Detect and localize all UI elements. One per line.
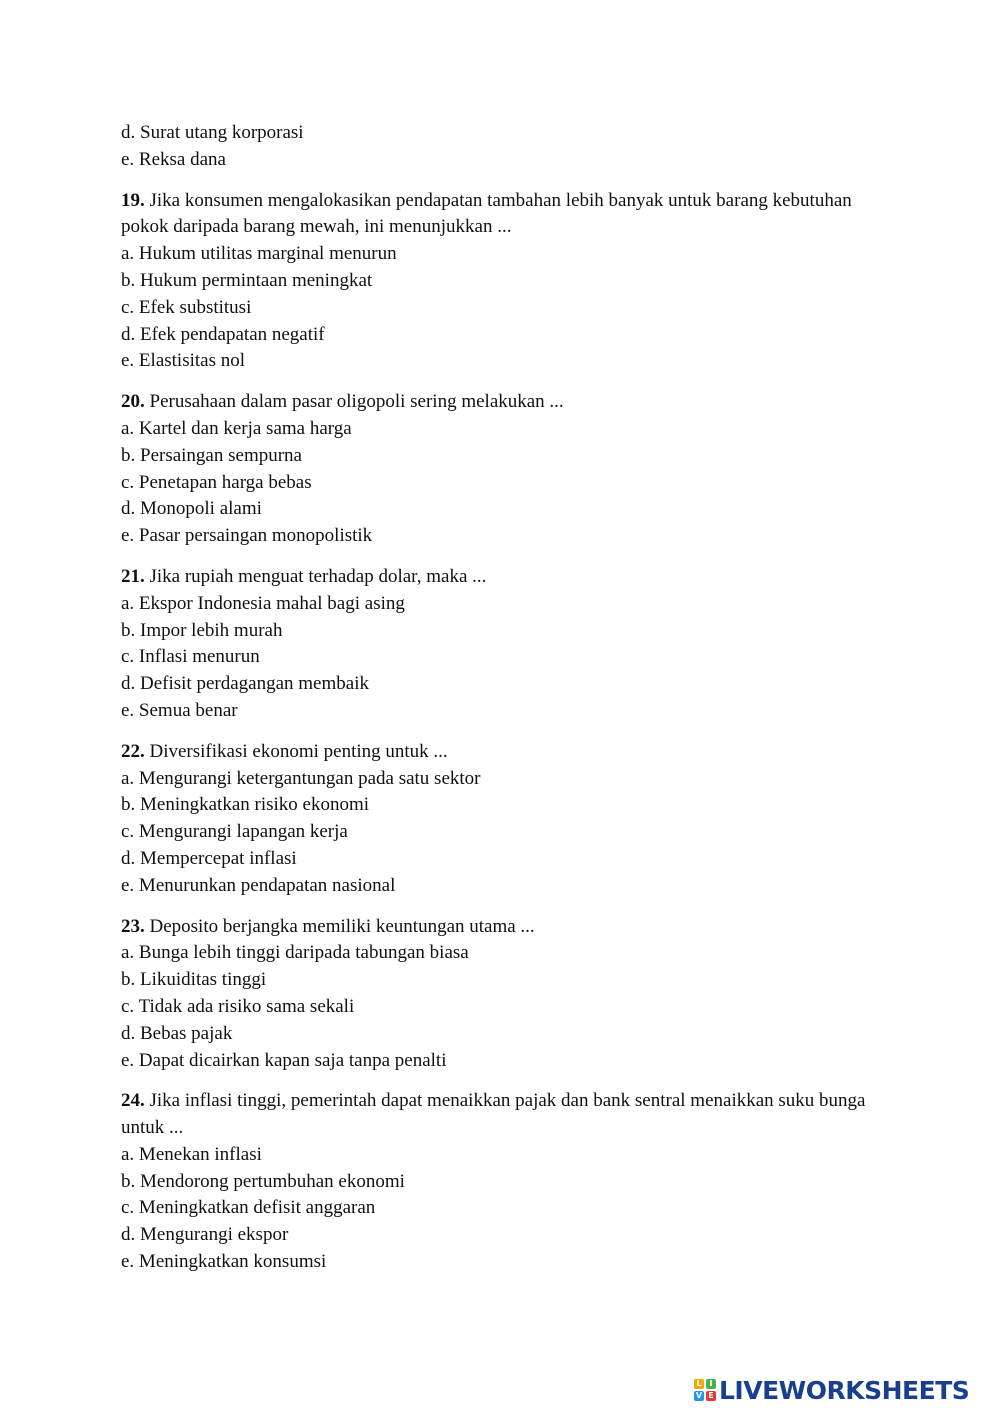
option-e: e. Pasar persaingan monopolistik [121, 525, 373, 547]
option: e. Reksa dana [121, 148, 226, 170]
option-d: d. Mempercepat inflasi [121, 847, 297, 869]
option-c: c. Mengurangi lapangan kerja [121, 821, 348, 843]
option-d: d. Mengurangi ekspor [121, 1224, 289, 1246]
question-number: 22. [121, 740, 145, 762]
option-a: a. Ekspor Indonesia mahal bagi asing [121, 592, 405, 614]
question-number: 21. [121, 565, 145, 587]
option-e: e. Meningkatkan konsumsi [121, 1251, 327, 1273]
question-text: Jika inflasi tinggi, pemerintah dapat menaikkan pajak dan bank sentral menaikkan suku bunga untuk ... [121, 1090, 866, 1139]
liveworksheets-logo-icon [694, 1379, 716, 1401]
option-d: d. Bebas pajak [121, 1022, 233, 1044]
worksheet-content [121, 120, 881, 1276]
option-b: b. Meningkatkan risiko ekonomi [121, 794, 370, 816]
option-b: b. Persaingan sempurna [121, 444, 302, 466]
option-d: d. Efek pendapatan negatif [121, 323, 325, 345]
logo-tile: I [706, 1379, 716, 1389]
question-22 [121, 739, 881, 900]
question-stem [121, 739, 881, 766]
option-e: e. Elastisitas nol [121, 350, 246, 372]
question-stem [121, 564, 881, 591]
question-stem [121, 389, 881, 416]
question-number: 20. [121, 391, 145, 413]
option-d: d. Monopoli alami [121, 498, 262, 520]
option: d. Surat utang korporasi [121, 122, 304, 143]
option-a: a. Kartel dan kerja sama harga [121, 417, 352, 439]
question-text: Diversifikasi ekonomi penting untuk ... [149, 740, 448, 762]
logo-text: LIVEWORKSHEETS [719, 1375, 970, 1405]
continuation-options [121, 120, 881, 174]
option-a: a. Mengurangi ketergantungan pada satu sektor [121, 767, 481, 789]
question-number: 19. [121, 189, 145, 211]
option-b: b. Likuiditas tinggi [121, 969, 267, 991]
option-e: e. Dapat dicairkan kapan saja tanpa penalti [121, 1049, 447, 1071]
option-c: c. Tidak ada risiko sama sekali [121, 995, 355, 1017]
logo-tile: E [706, 1391, 716, 1401]
option-c: c. Meningkatkan defisit anggaran [121, 1197, 376, 1219]
question-text: Perusahaan dalam pasar oligopoli sering melakukan ... [149, 391, 564, 413]
question-23 [121, 914, 881, 1075]
option-d: d. Defisit perdagangan membaik [121, 673, 369, 695]
option-e: e. Semua benar [121, 699, 238, 721]
option-c: c. Inflasi menurun [121, 646, 260, 668]
logo-tile: V [695, 1391, 703, 1400]
question-text: Jika rupiah menguat terhadap dolar, maka ... [149, 565, 487, 587]
question-number: 24. [121, 1090, 145, 1112]
option-b: b. Hukum permintaan meningkat [121, 269, 373, 291]
option-c: c. Penetapan harga bebas [121, 471, 312, 493]
option-b: b. Impor lebih murah [121, 619, 283, 641]
option-e: e. Menurunkan pendapatan nasional [121, 874, 396, 896]
question-stem [121, 1088, 881, 1142]
question-text: Deposito berjangka memiliki keuntungan utama ... [149, 915, 535, 937]
option-a: a. Bunga lebih tinggi daripada tabungan biasa [121, 942, 469, 964]
option-c: c. Efek substitusi [121, 296, 252, 318]
option-b: b. Mendorong pertumbuhan ekonomi [121, 1170, 405, 1192]
liveworksheets-logo [694, 1376, 969, 1404]
question-19 [121, 188, 881, 376]
question-20 [121, 389, 881, 550]
question-21 [121, 564, 881, 725]
question-stem [121, 188, 881, 242]
option-a: a. Menekan inflasi [121, 1143, 262, 1165]
question-24 [121, 1088, 881, 1276]
question-stem [121, 914, 881, 941]
option-a: a. Hukum utilitas marginal menurun [121, 243, 397, 265]
question-text: Jika konsumen mengalokasikan pendapatan tambahan lebih banyak untuk barang kebutuhan pokok daripada barang mewah, ini menunjukkan ... [121, 189, 852, 238]
logo-tile: L [694, 1379, 704, 1389]
question-number: 23. [121, 915, 145, 937]
